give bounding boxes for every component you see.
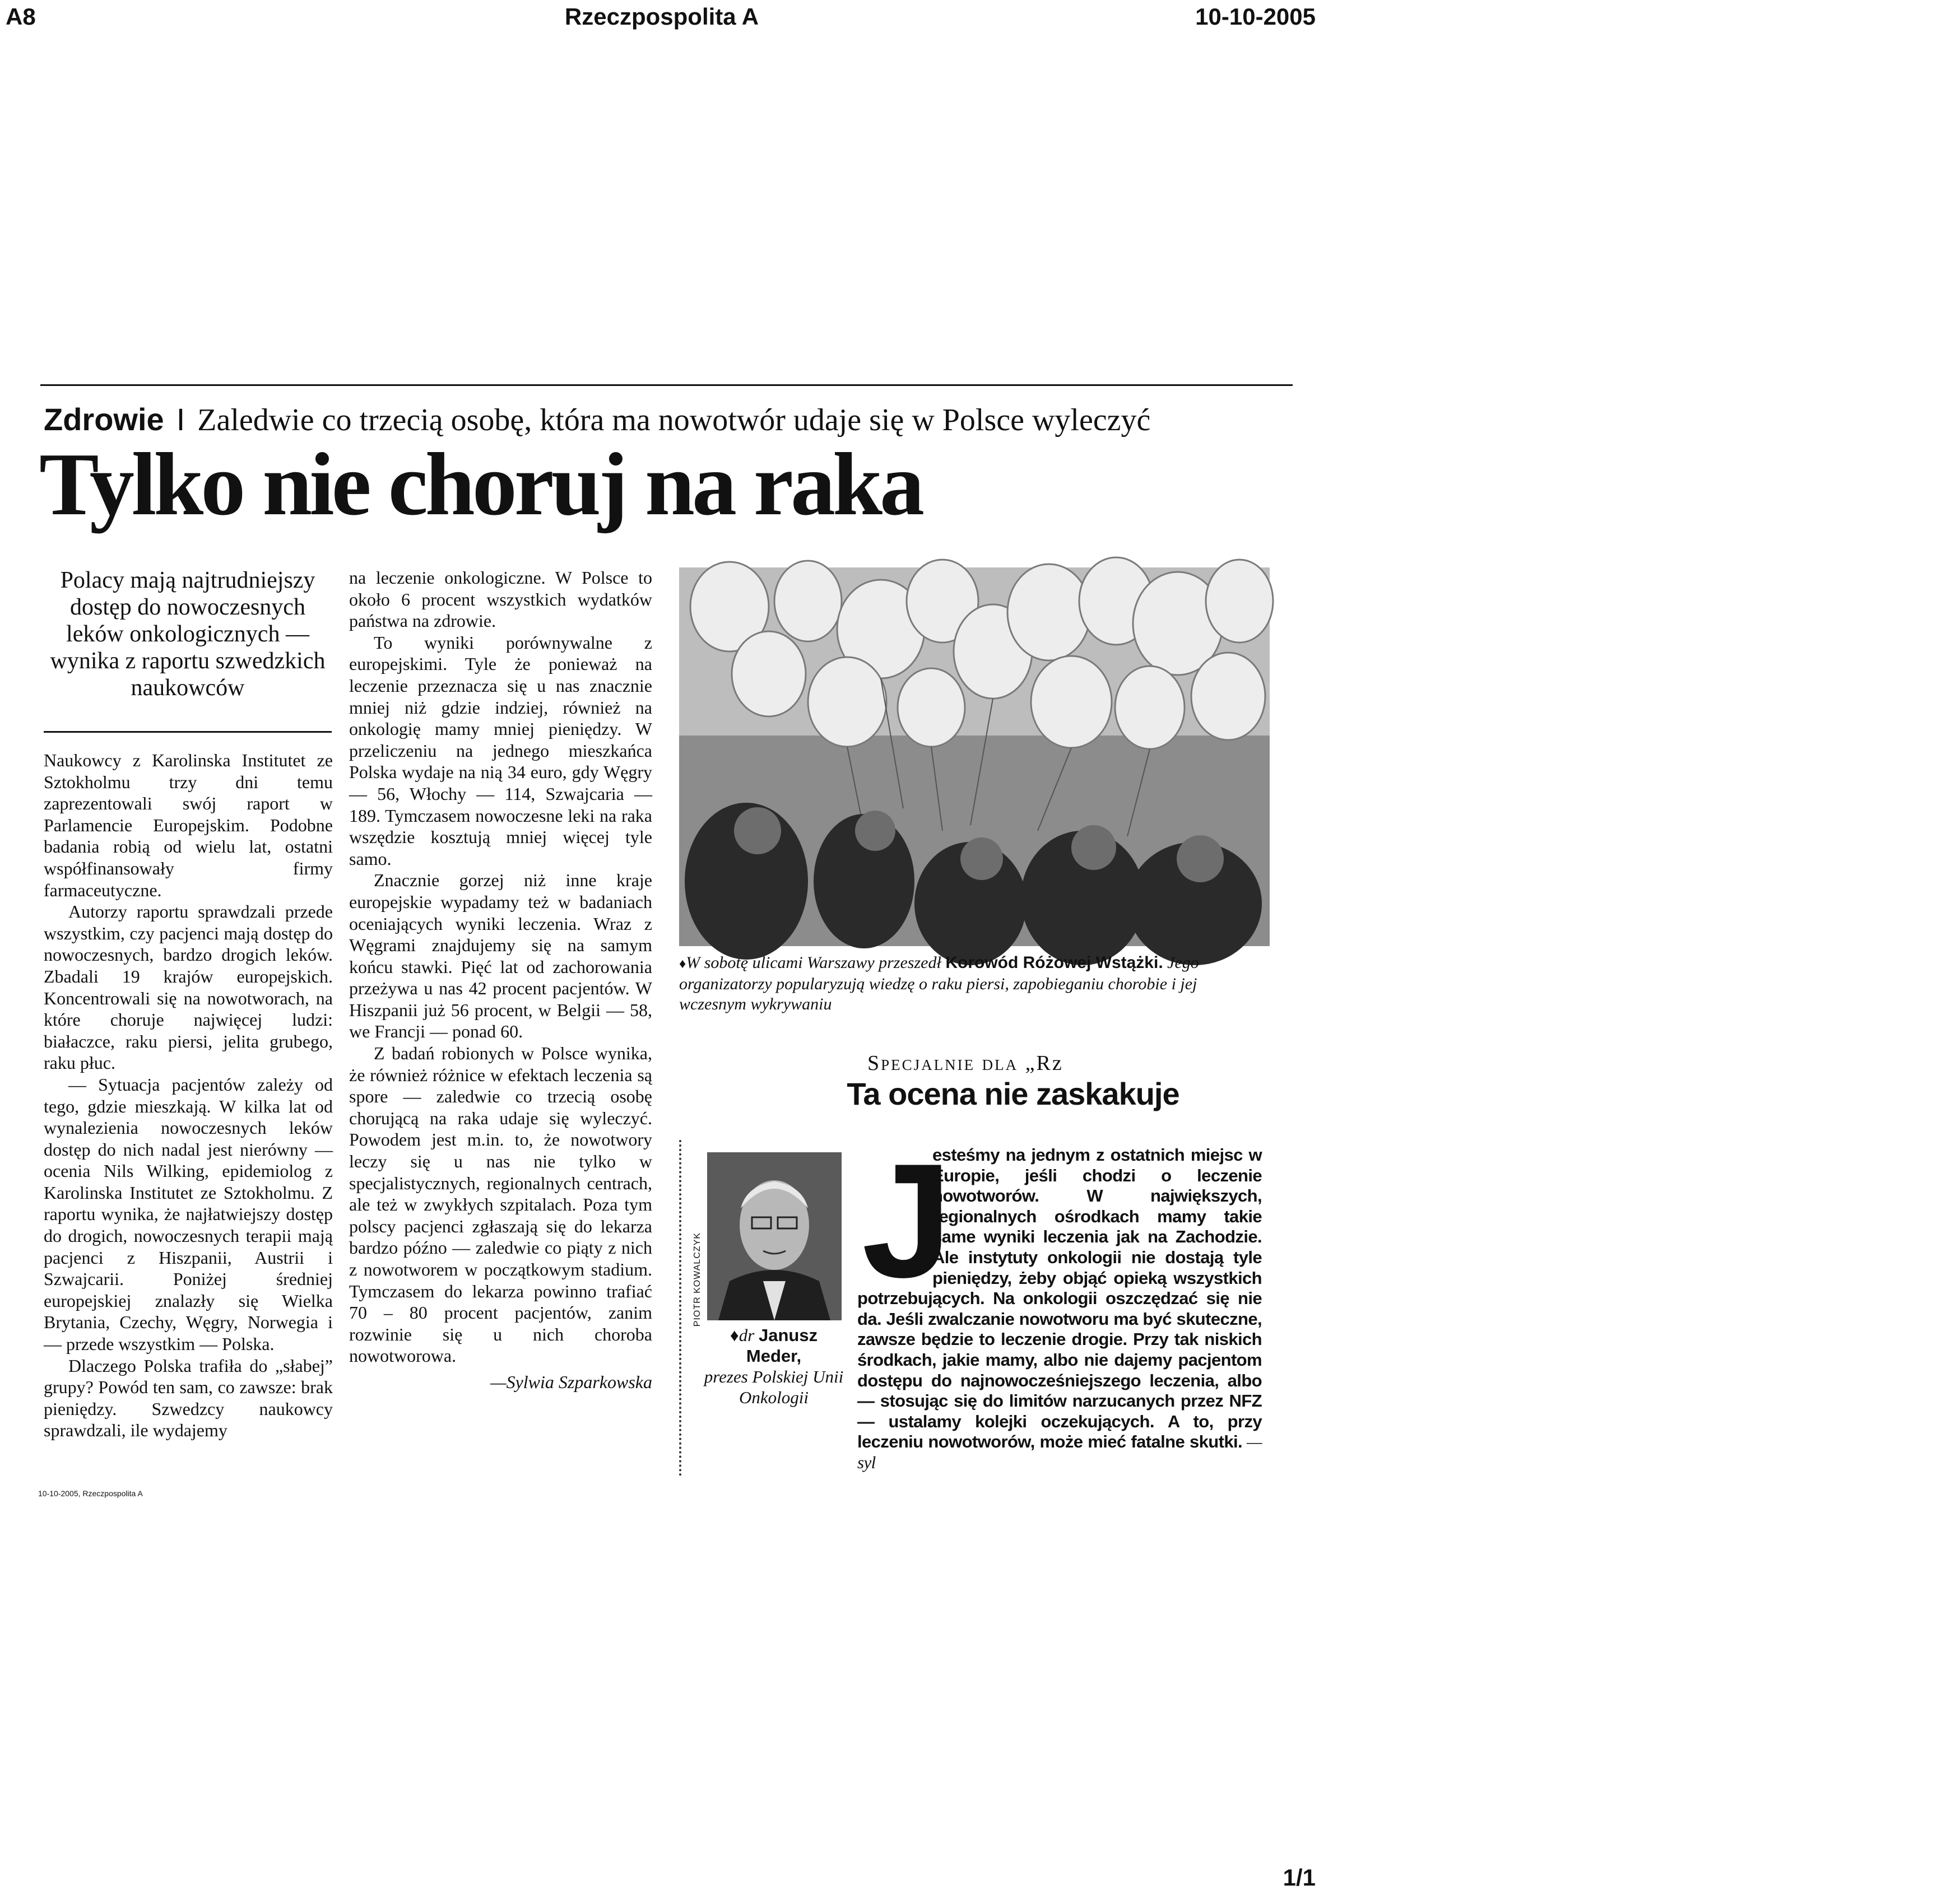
publication-date: 10-10-2005 (1195, 3, 1316, 30)
body-paragraph: — Sytuacja pacjentów zależy od tego, gdzie mieszkają. W kilka lat od wynalezienia nowoczesnych leków dostęp do nich nadal jest nierówny — ocenia Nils Wilking, epidemiolog z Karolinska Institutet ze Sztokholmu. Z raportu wynika, że najłatwiejszy dostęp do drogich, nowoczesnych terapii mają pacjenci z Hiszpanii, Austrii i Szwajcarii. Poniżej średniej europejskiej znalazły się Wielka Brytania, Czechy, Węgry, Norwegia i — przede wszystkim — Polska. (44, 1074, 333, 1355)
caption-text-start: W sobotę ulicami Warszawy przeszedł (686, 953, 946, 972)
section-name: Zdrowie (44, 402, 164, 437)
portrait-credit: PIOTR KOWALCZYK (693, 1232, 702, 1327)
special-label-main: Specjalnie dla (867, 1051, 1019, 1075)
lead-paragraph: Polacy mają najtrudniejszy dostęp do nowoczesnych leków onkologicznych — wynika z raportu szwedzkich naukowców (50, 567, 326, 701)
page-label: A8 (6, 3, 36, 30)
interview-signature: —syl (857, 1432, 1262, 1472)
photo-caption (679, 953, 1267, 1014)
body-paragraph: Autorzy raportu sprawdzali przede wszystkim, czy pacjenci mają dostęp do nowoczesnych, bardzo drogich leków. Zbadali 19 krajów europejskich. Koncentrowali się na nowotworach, na które choruje najwięcej ludzi: białaczce, raku piersi, jelita grubego, raku płuc. (44, 901, 333, 1073)
body-paragraph: Znacznie gorzej niż inne kraje europejskie wypadamy też w badaniach oceniających wyniki leczenia. Wraz z Węgrami znajdujemy się na samym końcu stawki. Pięć lat od zachorowania przeżywa u nas 42 procent pacjentów. W Hiszpanii już 56 procent, w Belgii — 58, we Francji — ponad 60. (349, 870, 652, 1042)
kicker-text: Zaledwie co trzecią osobę, która ma nowotwór udaje się w Polsce wyleczyć (197, 403, 1151, 437)
special-label (867, 1051, 1063, 1076)
article-column-2 (349, 567, 652, 1393)
body-paragraph: Z badań robionych w Polsce wynika, że również różnice w efektach leczenia są spore — zaledwie co trzecią osobę chorującą na raka udaje się wyleczyć. Powodem jest m.in. to, że nowotwory leczy się u nas nie tylko w specjalistycznych, regionalnych centrach, ale też w zwykłych szpitalach. Poza tym polscy pacjenci zgłaszają się do lekarza bardzo późno — zaledwie co piąty z nich z nowotworem w początkowym stadium. Tymczasem do lekarza powinno trafiać 70 – 80 procent pacjentów, zanim rozwinie się u nich choroba nowotworowa. (349, 1043, 652, 1366)
body-paragraph: Naukowcy z Karolinska Institutet ze Sztokholmu trzy dni temu zaprezentowali swój raport w Parlamencie Europejskim. Podobne badania robią od wielu lat, ostatni współfinansowały firmy farmaceutyczne. (44, 750, 333, 900)
balloons-illustration (679, 567, 1270, 946)
drop-cap-spacer (857, 1145, 932, 1281)
drop-cap-letter: J (862, 1130, 953, 1311)
person-title: dr (739, 1325, 755, 1345)
interview-text (857, 1145, 1262, 1473)
portrait-caption (700, 1325, 847, 1408)
dotted-divider (679, 1140, 681, 1476)
interview-body: esteśmy na jednym z ostatnich miejsc w Europie, jeśli chodzi o leczenie nowotworów. W największych, regionalnych ośrodkach mamy takie same wyniki leczenia jak na Zachodzie. Ale instytuty onkologii nie dostają tyle pieniędzy, żeby objąć opieką wszystkich potrzebujących. Na onkologii oszczędzać się nie da. Jeśli zwalczanie nowotworu ma być skuteczne, zawsze będzie to leczenie drogie. Przy tak niskich środkach, jakie mamy, albo nie dajemy pacjentom dostępu do najnowocześniejszego leczenia, albo — stosując się do limitów narzucanych przez NFZ — ustalamy kolejki oczekujących. A to, przy leczeniu nowotworów, może mieć fatalne skutki. (857, 1145, 1262, 1452)
lead-rule (44, 731, 332, 733)
publication-title: Rzeczpospolita A (564, 3, 759, 30)
body-paragraph: na leczenie onkologiczne. W Polsce to około 6 procent wszystkich wydatków państwa na zdrowie. (349, 567, 652, 631)
article-column-1 (44, 750, 333, 1441)
person-name: Janusz Meder, (746, 1325, 818, 1366)
page-count: 1/1 (1283, 1864, 1316, 1891)
top-rule (40, 384, 1293, 386)
kicker (44, 401, 1150, 438)
caption-marker-icon: ♦ (679, 957, 686, 971)
caption-text-end: Jego organizatorzy popularyzują wiedzę o raku piersi, zapobieganiu chorobie i jej wczesnym wykrywaniu (679, 953, 1199, 1013)
byline: —Sylwia Szparkowska (490, 1371, 652, 1392)
special-label-tail: „Rz (1018, 1051, 1063, 1075)
body-paragraph: Dlaczego Polska trafiła do „słabej” grupy? Powód ten sam, co zawsze: brak pieniędzy. Szwedzcy naukowcy sprawdzali, ile wydajemy (44, 1355, 333, 1441)
portrait-photo (707, 1152, 842, 1320)
sidebar-title: Ta ocena nie zaskakuje (847, 1076, 1179, 1111)
person-marker-icon: ♦ (730, 1325, 739, 1345)
body-paragraph: To wyniki porównywalne z europejskimi. Tyle że ponieważ na leczenie przeznacza się u nas znacznie mniej niż gdzie indziej, również na onkologię mamy mniej pieniędzy. W przeliczeniu na jednego mieszkańca Polska wydaje na nią 34 euro, gdy Węgry — 56, Włochy — 114, Szwajcaria — 189. Tymczasem nowoczesne leki na raka wszędzie kosztują mniej więcej tyle samo. (349, 632, 652, 869)
section-separator: I (176, 402, 185, 437)
footer-source: 10-10-2005, Rzeczpospolita A (38, 1489, 143, 1498)
portrait-illustration (707, 1152, 842, 1320)
caption-bold-text: Korowód Różowej Wstążki. (945, 953, 1163, 972)
headline: Tylko nie choruj na raka (39, 434, 922, 534)
photo-credit: KUBA KRYSIAK (1940, 1441, 1959, 1484)
person-role: prezes Polskiej Unii Onkologii (704, 1367, 844, 1407)
